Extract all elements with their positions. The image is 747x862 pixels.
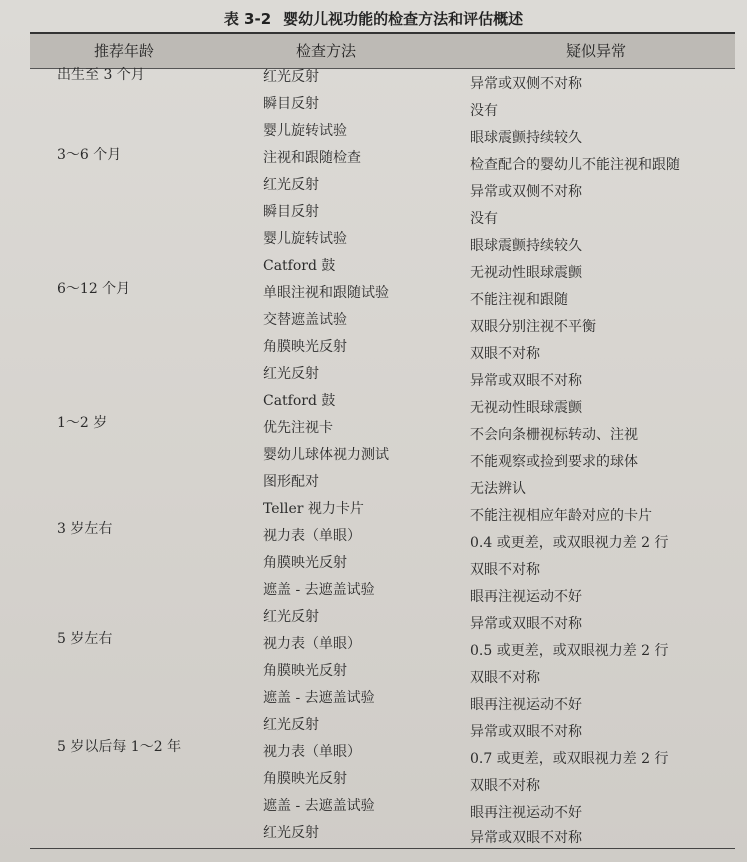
method-cell: 遮盖 - 去遮盖试验 (263, 582, 375, 598)
abnormal-cell: 异常或双眼不对称 (470, 724, 582, 740)
abnormal-cell: 双眼不对称 (470, 562, 540, 578)
method-cell: 红光反射 (263, 717, 319, 733)
method-cell: 视力表（单眼） (263, 528, 361, 544)
method-cell: 视力表（单眼） (263, 636, 361, 652)
abnormal-cell: 眼球震颤持续较久 (470, 130, 582, 146)
abnormal-cell: 眼再注视运动不好 (470, 805, 582, 821)
method-cell: 角膜映光反射 (263, 555, 347, 571)
abnormal-cell: 无视动性眼球震颤 (470, 400, 582, 416)
age-group: 3～6 个月 (57, 147, 122, 163)
age-group: 5 岁以后每 1～2 年 (57, 739, 182, 755)
method-cell: 角膜映光反射 (263, 771, 347, 787)
table-bottom-rule (30, 848, 735, 849)
table-title: 婴幼儿视功能的检查方法和评估概述 (283, 10, 524, 28)
header-age: 推荐年龄 (94, 42, 155, 60)
method-cell: 婴幼儿球体视力测试 (263, 447, 389, 463)
method-cell: 遮盖 - 去遮盖试验 (263, 798, 375, 814)
abnormal-cell: 0.4 或更差，或双眼视力差 2 行 (470, 535, 669, 551)
abnormal-cell: 异常或双侧不对称 (470, 184, 582, 200)
abnormal-cell: 0.5 或更差，或双眼视力差 2 行 (470, 643, 669, 659)
abnormal-cell: 眼球震颤持续较久 (470, 238, 582, 254)
method-cell: 交替遮盖试验 (263, 312, 347, 328)
abnormal-cell: 异常或双眼不对称 (470, 830, 582, 846)
method-cell: 红光反射 (263, 366, 319, 382)
method-cell: 瞬目反射 (263, 96, 319, 112)
abnormal-cell: 眼再注视运动不好 (470, 589, 582, 605)
table-caption (0, 8, 747, 29)
header-method: 检查方法 (296, 42, 357, 60)
method-cell: 瞬目反射 (263, 204, 319, 220)
abnormal-cell: 没有 (470, 103, 498, 119)
method-cell: 图形配对 (263, 474, 319, 490)
abnormal-cell: 检查配合的婴幼儿不能注视和跟随 (470, 157, 680, 173)
abnormal-cell: 0.7 或更差，或双眼视力差 2 行 (470, 751, 669, 767)
method-cell: 角膜映光反射 (263, 663, 347, 679)
abnormal-cell: 无视动性眼球震颤 (470, 265, 582, 281)
method-cell: 视力表（单眼） (263, 744, 361, 760)
method-cell: 红光反射 (263, 825, 319, 841)
abnormal-cell: 眼再注视运动不好 (470, 697, 582, 713)
table-number: 表 3-2 (223, 10, 272, 28)
method-cell: 红光反射 (263, 69, 319, 85)
method-cell: 婴儿旋转试验 (263, 123, 347, 139)
abnormal-cell: 双眼不对称 (470, 346, 540, 362)
abnormal-cell: 没有 (470, 211, 498, 227)
abnormal-cell: 异常或双眼不对称 (470, 373, 582, 389)
abnormal-cell: 异常或双侧不对称 (470, 76, 582, 92)
method-cell: 注视和跟随检查 (263, 150, 361, 166)
age-group: 出生至 3 个月 (57, 67, 145, 83)
abnormal-cell: 不能注视和跟随 (470, 292, 568, 308)
method-cell: Catford 鼓 (263, 258, 336, 274)
abnormal-cell: 双眼不对称 (470, 670, 540, 686)
abnormal-cell: 双眼不对称 (470, 778, 540, 794)
abnormal-cell: 不会向条栅视标转动、注视 (470, 427, 638, 443)
abnormal-cell: 无法辨认 (470, 481, 526, 497)
abnormal-cell: 不能注视相应年龄对应的卡片 (470, 508, 652, 524)
method-cell: 婴儿旋转试验 (263, 231, 347, 247)
abnormal-cell: 异常或双眼不对称 (470, 616, 582, 632)
abnormal-cell: 不能观察或捡到要求的球体 (470, 454, 638, 470)
age-group: 1～2 岁 (57, 415, 108, 431)
method-cell: 角膜映光反射 (263, 339, 347, 355)
method-cell: Teller 视力卡片 (263, 501, 364, 517)
method-cell: 单眼注视和跟随试验 (263, 285, 389, 301)
method-cell: 红光反射 (263, 177, 319, 193)
abnormal-cell: 双眼分别注视不平衡 (470, 319, 596, 335)
method-cell: 遮盖 - 去遮盖试验 (263, 690, 375, 706)
age-group: 5 岁左右 (57, 631, 113, 647)
age-group: 3 岁左右 (57, 521, 113, 537)
method-cell: 红光反射 (263, 609, 319, 625)
age-group: 6～12 个月 (57, 281, 131, 297)
method-cell: Catford 鼓 (263, 393, 336, 409)
method-cell: 优先注视卡 (263, 420, 333, 436)
header-abnormal: 疑似异常 (566, 42, 627, 60)
